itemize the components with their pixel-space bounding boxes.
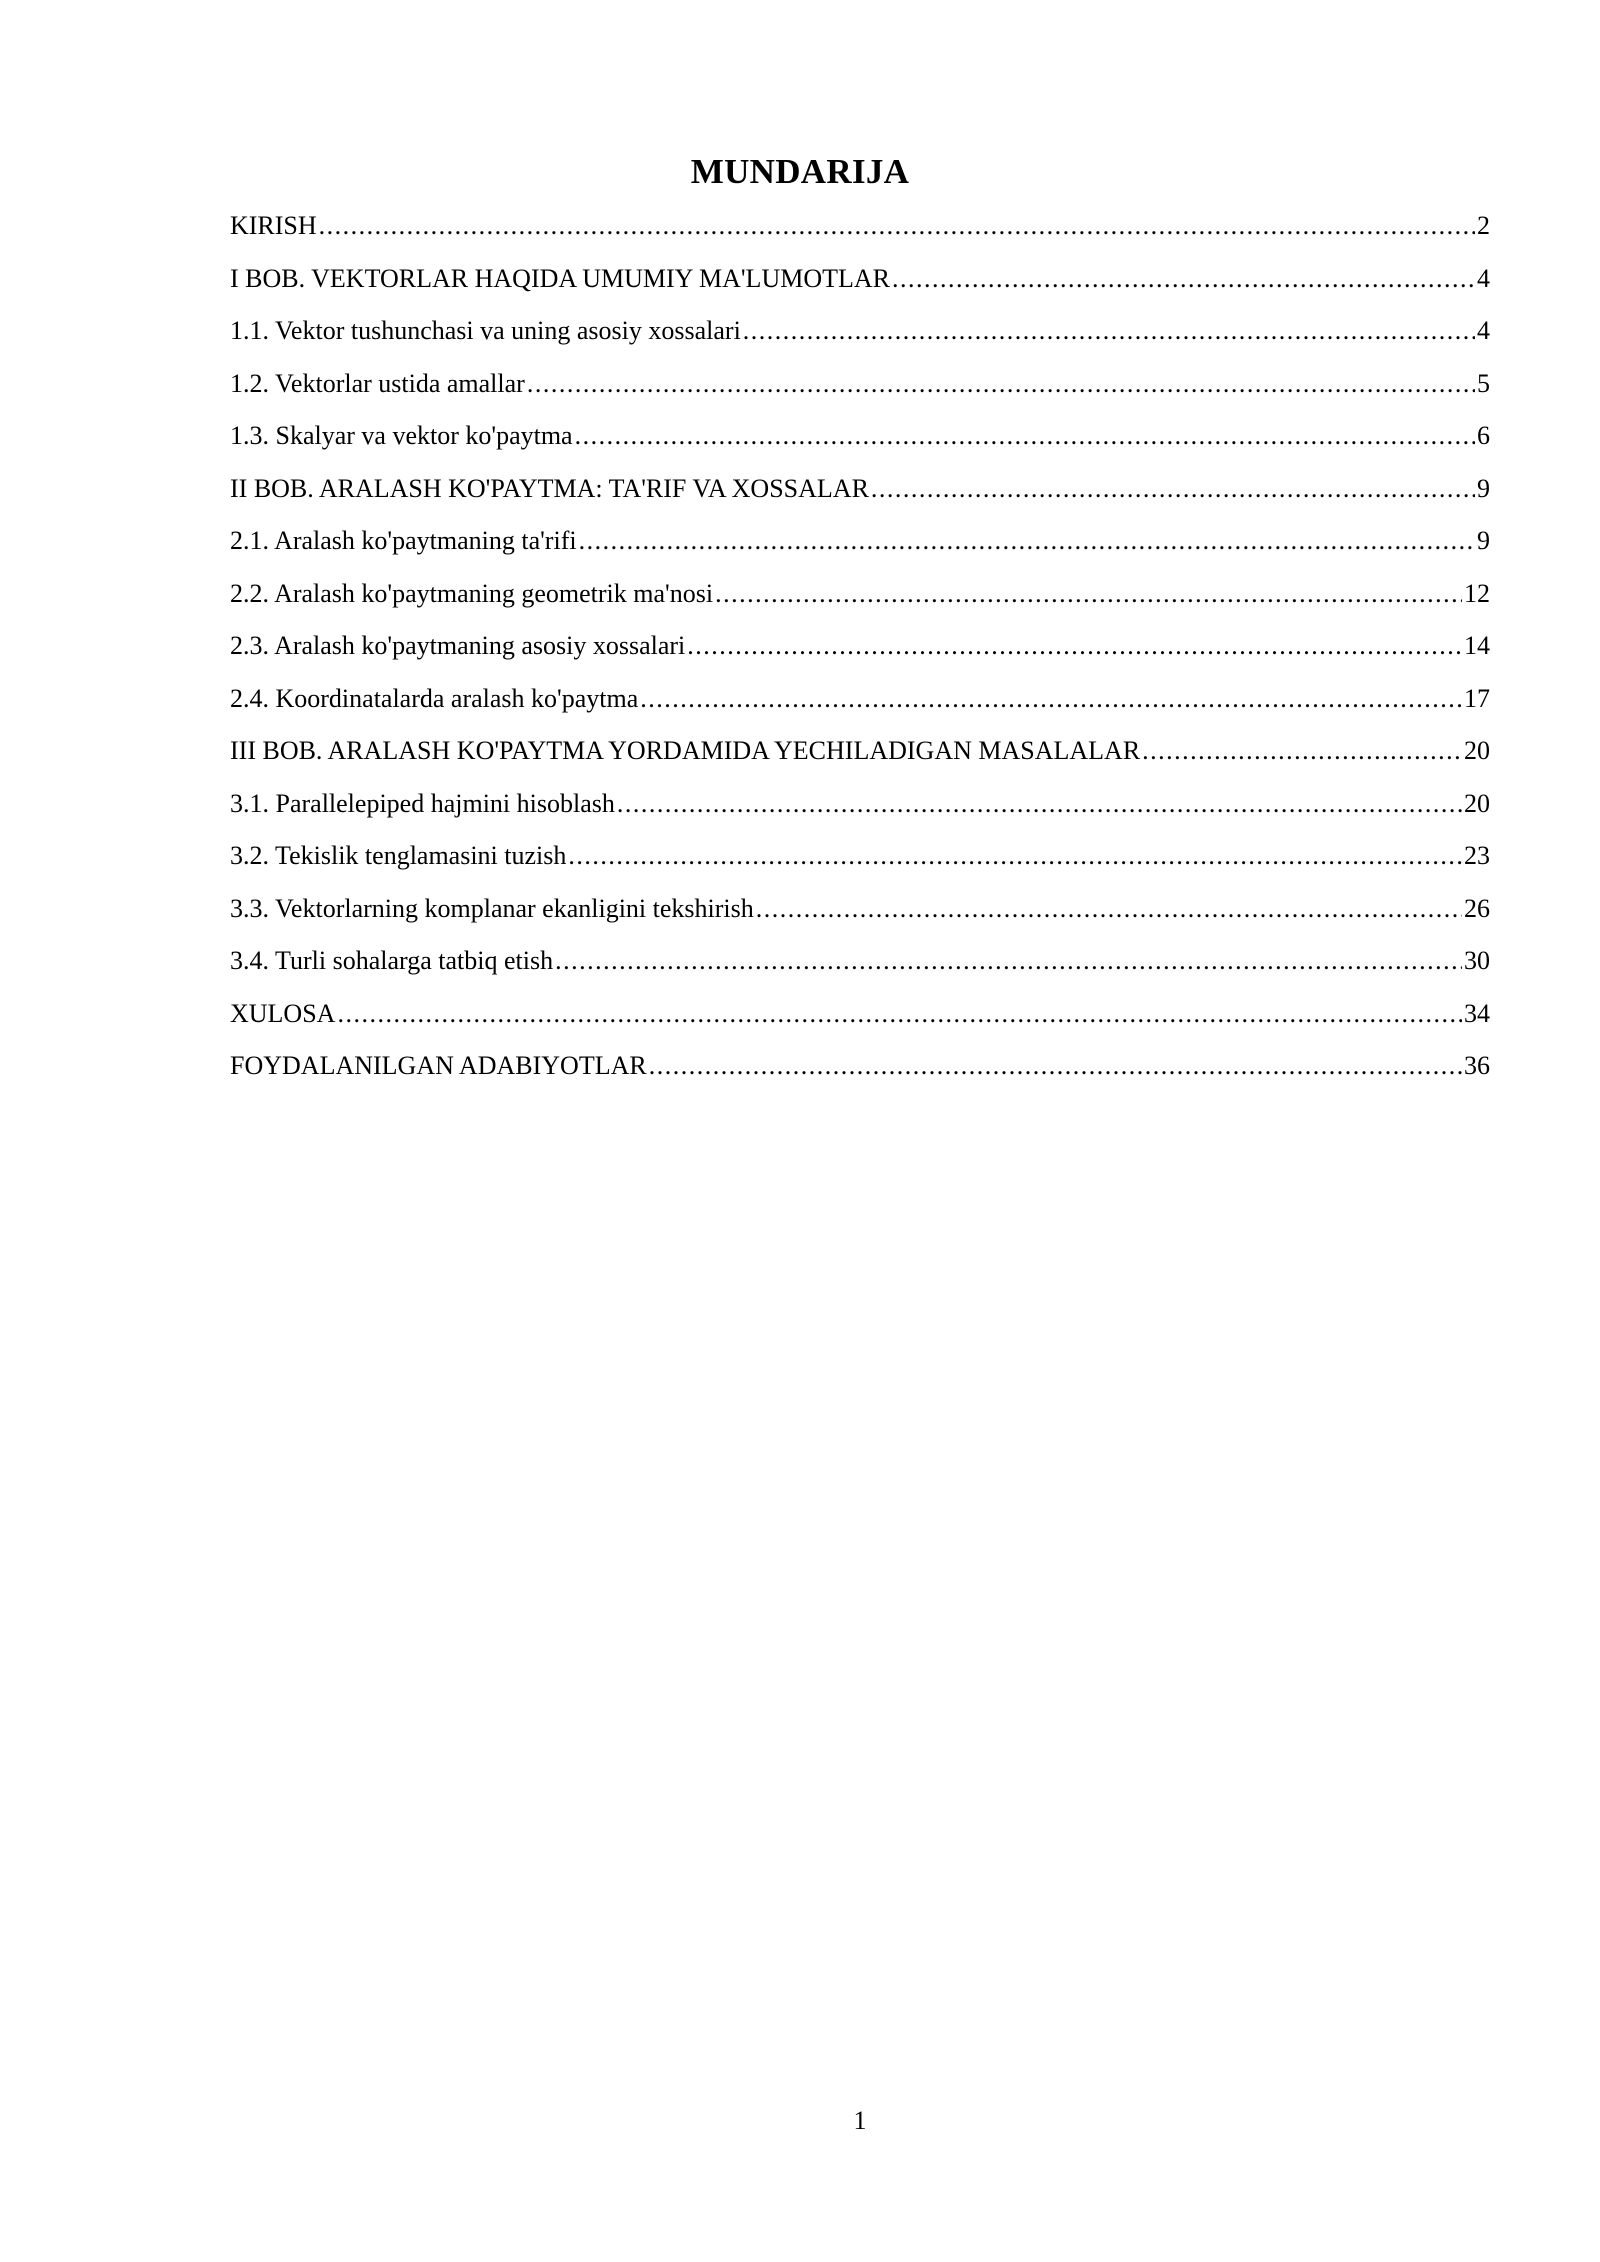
toc-dot-leader — [1142, 725, 1462, 778]
toc-entry[interactable] — [230, 673, 1490, 726]
toc-entry-page: 36 — [1464, 1051, 1490, 1080]
toc-entry-text: 3.2. Tekislik tenglamasini tuzish — [230, 841, 567, 870]
toc-entry-text: 2.3. Aralash ko'paytmaning asosiy xossalari — [230, 631, 686, 660]
toc-entry[interactable] — [230, 778, 1490, 831]
toc-dot-leader — [687, 620, 1462, 673]
toc-entry-page: 5 — [1477, 368, 1490, 398]
toc-dot-leader — [568, 830, 1462, 883]
toc-entry[interactable] — [230, 988, 1490, 1041]
toc-dot-leader — [649, 1040, 1462, 1093]
toc-entry-text: 3.1. Parallelepiped hajmini hisoblash — [230, 788, 615, 818]
toc-entry[interactable] — [230, 830, 1490, 883]
toc-entry-page: 34 — [1464, 998, 1490, 1028]
toc-entry[interactable] — [230, 725, 1490, 778]
toc-entry-page: 14 — [1464, 631, 1490, 660]
toc-entry-text: 2.2. Aralash ko'paytmaning geometrik ma'nosi — [230, 578, 714, 608]
toc-entry[interactable] — [230, 568, 1490, 621]
toc-entry-page: 6 — [1477, 421, 1490, 450]
toc-entry-page: 12 — [1464, 578, 1490, 608]
toc-entry[interactable] — [230, 463, 1490, 516]
toc-entry[interactable] — [230, 620, 1490, 673]
toc-entry-page: 2 — [1477, 211, 1490, 240]
toc-entry[interactable] — [230, 1040, 1490, 1093]
toc-entry-text: 3.3. Vektorlarning komplanar ekanligini tekshirish — [230, 893, 754, 923]
toc-entry-page: 20 — [1464, 788, 1490, 818]
toc-dot-leader — [871, 463, 1475, 516]
toc-dot-leader — [892, 253, 1475, 306]
toc-entry-text: 1.1. Vektor tushunchasi va uning asosiy xossalari — [230, 316, 741, 345]
toc-title: MUNDARIJA — [690, 152, 910, 191]
toc-dot-leader — [319, 200, 1475, 253]
toc-entry-page: 26 — [1464, 893, 1490, 923]
toc-dot-leader — [337, 988, 1462, 1041]
toc-entry-page: 4 — [1477, 263, 1490, 293]
toc-entry-text: 2.1. Aralash ko'paytmaning ta'rifi — [230, 526, 577, 555]
toc-dot-leader — [743, 305, 1475, 358]
toc-dot-leader — [715, 568, 1462, 621]
toc-entry[interactable] — [230, 410, 1490, 463]
page-number: 1 — [853, 2106, 867, 2135]
toc-entry[interactable] — [230, 305, 1490, 358]
toc-dot-leader — [617, 778, 1462, 831]
toc-entry-page: 9 — [1477, 473, 1490, 503]
toc-entry[interactable] — [230, 358, 1490, 411]
toc-dot-leader — [575, 410, 1475, 463]
toc-entry[interactable] — [230, 253, 1490, 306]
toc-dot-leader — [640, 673, 1462, 726]
toc-entry-text: XULOSA — [230, 998, 336, 1028]
toc-entry[interactable] — [230, 883, 1490, 936]
toc-entry-text: 1.3. Skalyar va vektor ko'paytma — [230, 421, 573, 450]
toc-entry-text: KIRISH — [230, 211, 317, 240]
toc-entry[interactable] — [230, 515, 1490, 568]
toc-entry-text: 1.2. Vektorlar ustida amallar — [230, 368, 525, 398]
toc-entry-page: 17 — [1464, 683, 1490, 713]
toc-dot-leader — [579, 515, 1475, 568]
toc-entry-page: 20 — [1464, 736, 1490, 765]
toc-entry-text: I BOB. VEKTORLAR HAQIDA UMUMIY MA'LUMOTLAR — [230, 263, 890, 293]
toc-entry-page: 23 — [1464, 841, 1490, 870]
toc-entry-page: 4 — [1477, 316, 1490, 345]
toc-entry-page: 9 — [1477, 526, 1490, 555]
toc-entry-text: FOYDALANILGAN ADABIYOTLAR — [230, 1051, 647, 1080]
toc-entry-text: III BOB. ARALASH KO'PAYTMA YORDAMIDA YECHILADIGAN MASALALAR — [230, 736, 1141, 765]
toc-entry-text: II BOB. ARALASH KO'PAYTMA: TA'RIF VA XOSSALAR — [230, 473, 869, 503]
toc-dot-leader — [756, 883, 1462, 936]
toc-entry-text: 3.4. Turli sohalarga tatbiq etish — [230, 946, 554, 975]
toc-dot-leader — [555, 935, 1462, 988]
toc-entry[interactable] — [230, 935, 1490, 988]
toc-entry-text: 2.4. Koordinatalarda aralash ko'paytma — [230, 683, 639, 713]
toc-entry-page: 30 — [1464, 946, 1490, 975]
toc-dot-leader — [527, 358, 1475, 411]
table-of-contents — [230, 200, 1490, 1093]
toc-entry[interactable] — [230, 200, 1490, 253]
